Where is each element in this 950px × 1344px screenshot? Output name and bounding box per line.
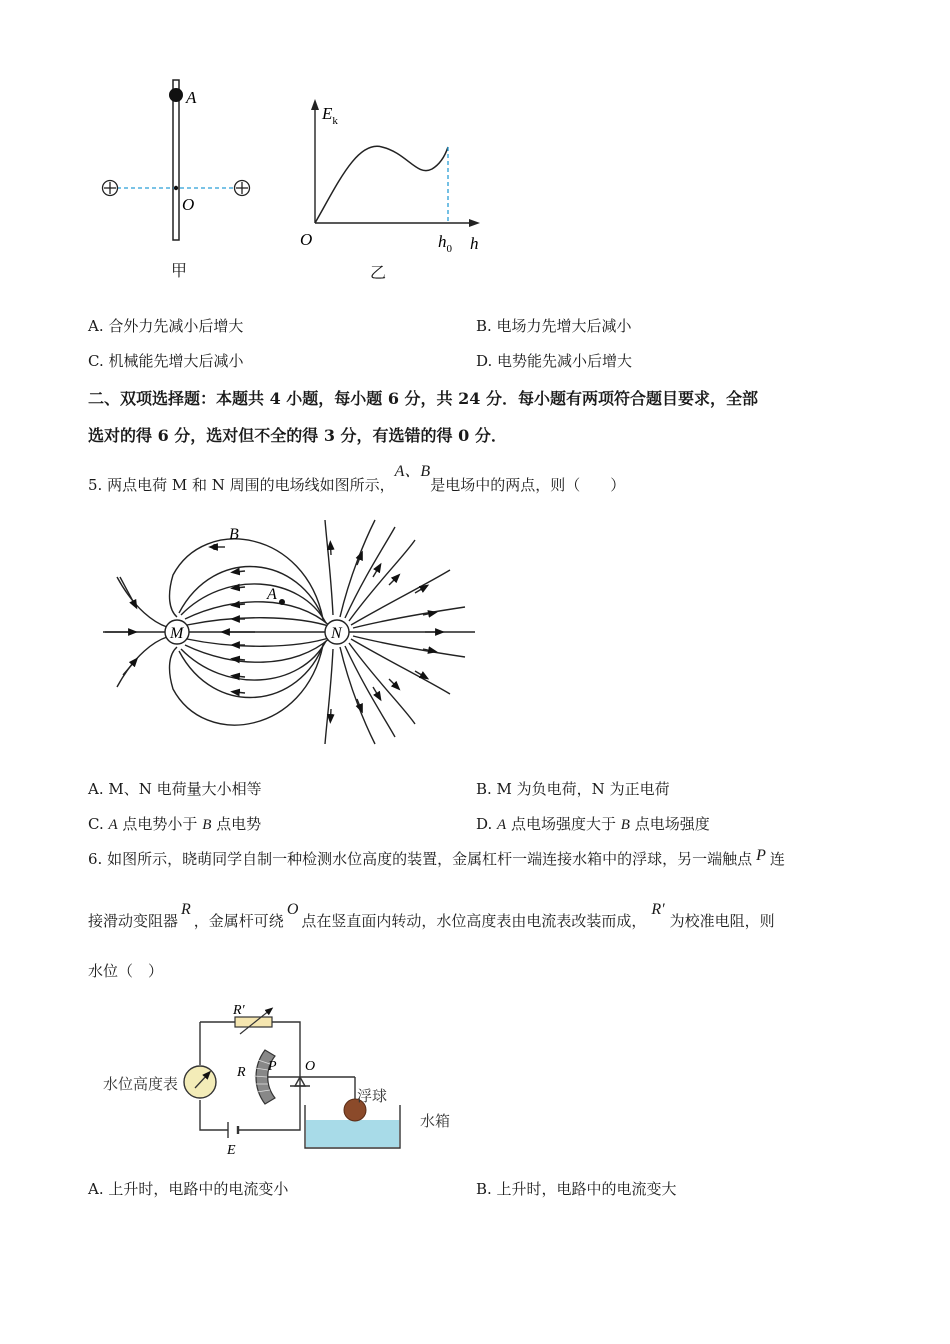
q4-option-d[interactable]: D. 电势能先减小后增大 bbox=[476, 352, 633, 370]
q5-option-c-pre: C. bbox=[88, 815, 109, 833]
h0-label: $h_0$ bbox=[438, 232, 452, 255]
label-p: P bbox=[268, 1059, 277, 1074]
ball-a bbox=[169, 88, 183, 102]
q5-option-b[interactable]: B. M 为负电荷，N 为正电荷 bbox=[476, 780, 670, 798]
q5-stem bbox=[88, 463, 626, 495]
ek-curve bbox=[315, 146, 448, 223]
origin-label: O bbox=[300, 230, 313, 249]
label-tank: 水箱 bbox=[420, 1112, 451, 1130]
label-r: R bbox=[237, 1065, 246, 1080]
figure-jia bbox=[90, 70, 280, 270]
label-e: E bbox=[227, 1143, 236, 1158]
q6-stem-line3: 水位（ ） bbox=[88, 962, 164, 980]
calibration-resistor bbox=[235, 1017, 272, 1027]
q5-option-d-a: A bbox=[497, 817, 507, 833]
q5-option-c[interactable] bbox=[88, 814, 261, 835]
positive-charge-left bbox=[103, 181, 118, 196]
water bbox=[306, 1120, 399, 1147]
q5-option-c-post: 点电势 bbox=[211, 815, 262, 833]
figure-yi-caption: 乙 bbox=[370, 263, 387, 282]
label-ball: 浮球 bbox=[357, 1087, 388, 1105]
point-a-label: A bbox=[267, 586, 277, 603]
q6-line2-d: 为校准电阻，则 bbox=[669, 912, 775, 930]
point-b-dot bbox=[212, 544, 218, 550]
q5-stem-before: 5. 两点电荷 M 和 N 周围的电场线如图所示， bbox=[88, 476, 395, 494]
q5-option-d[interactable] bbox=[476, 814, 710, 835]
figure-yi bbox=[292, 95, 492, 265]
x-axis-label: h bbox=[470, 234, 479, 253]
label-a: A bbox=[186, 88, 197, 107]
q5-stem-math: A、B bbox=[394, 463, 431, 480]
q4-option-c[interactable]: C. 机械能先增大后减小 bbox=[88, 352, 244, 370]
insulating-rod bbox=[173, 80, 179, 240]
label-o: O bbox=[182, 195, 195, 214]
q6-line1-after: 连 bbox=[769, 850, 785, 868]
point-b-label: B bbox=[229, 526, 239, 543]
q5-option-d-b: B bbox=[620, 817, 630, 833]
q5-option-c-mid: 点电势小于 bbox=[117, 815, 203, 833]
y-axis-arrow bbox=[311, 99, 319, 110]
q4-option-b[interactable]: B. 电场力先增大后减小 bbox=[476, 317, 632, 335]
q6-line2-rp: R′ bbox=[651, 901, 665, 918]
charge-n-label: N bbox=[331, 625, 342, 642]
q5-option-c-b: B bbox=[202, 817, 212, 833]
q6-line1-before: 6. 如图所示，晓萌同学自制一种检测水位高度的装置，金属杠杆一端连接水箱中的浮球，另一端触点 bbox=[88, 850, 753, 868]
q5-option-d-pre: D. bbox=[476, 815, 498, 833]
q6-line2-c: 点在竖直面内转动，水位高度表由电流表改装而成， bbox=[301, 912, 647, 930]
q6-line1-p: P bbox=[756, 847, 766, 864]
q6-line2-b: ，金属杆可绕 bbox=[193, 912, 284, 930]
q5-option-c-a: A bbox=[108, 817, 118, 833]
field-lines-figure bbox=[95, 515, 485, 750]
q5-option-a[interactable]: A. M、N 电荷量大小相等 bbox=[88, 780, 262, 798]
label-rprime: R′ bbox=[233, 1003, 245, 1018]
label-o: O bbox=[305, 1059, 316, 1074]
q5-option-d-mid: 点电场强度大于 bbox=[506, 815, 621, 833]
q5-option-d-post: 点电场强度 bbox=[629, 815, 710, 833]
charge-m-label: M bbox=[170, 625, 184, 642]
x-axis-arrow bbox=[469, 219, 480, 227]
point-a-dot bbox=[279, 599, 285, 605]
q4-option-a[interactable]: A. 合外力先减小后增大 bbox=[88, 317, 244, 335]
label-meter: 水位高度表 bbox=[103, 1075, 179, 1093]
figure-jia-caption: 甲 bbox=[171, 261, 188, 280]
q6-line2-a: 接滑动变阻器 bbox=[88, 912, 179, 930]
q6-stem-line1 bbox=[88, 848, 785, 869]
y-axis-label: $E_k$ bbox=[322, 104, 338, 127]
dot-o bbox=[174, 186, 178, 190]
q6-line2-o: O bbox=[286, 901, 299, 918]
section2-heading-line2: 选对的得 6 分，选对但不全的得 3 分，有选错的得 0 分． bbox=[88, 426, 507, 445]
q6-stem-line2 bbox=[88, 901, 775, 931]
positive-charge-right bbox=[235, 181, 250, 196]
q6-option-b[interactable]: B. 上升时，电路中的电流变大 bbox=[476, 1180, 677, 1198]
q5-stem-after: 是电场中的两点，则（ ） bbox=[430, 476, 626, 494]
q6-option-a[interactable]: A. 上升时，电路中的电流变小 bbox=[88, 1180, 289, 1198]
q6-line2-r: R bbox=[181, 901, 191, 918]
section2-heading-line1: 二、双项选择题：本题共 4 小题，每小题 6 分，共 24 分．每小题有两项符合题目要求，全部 bbox=[88, 389, 758, 408]
